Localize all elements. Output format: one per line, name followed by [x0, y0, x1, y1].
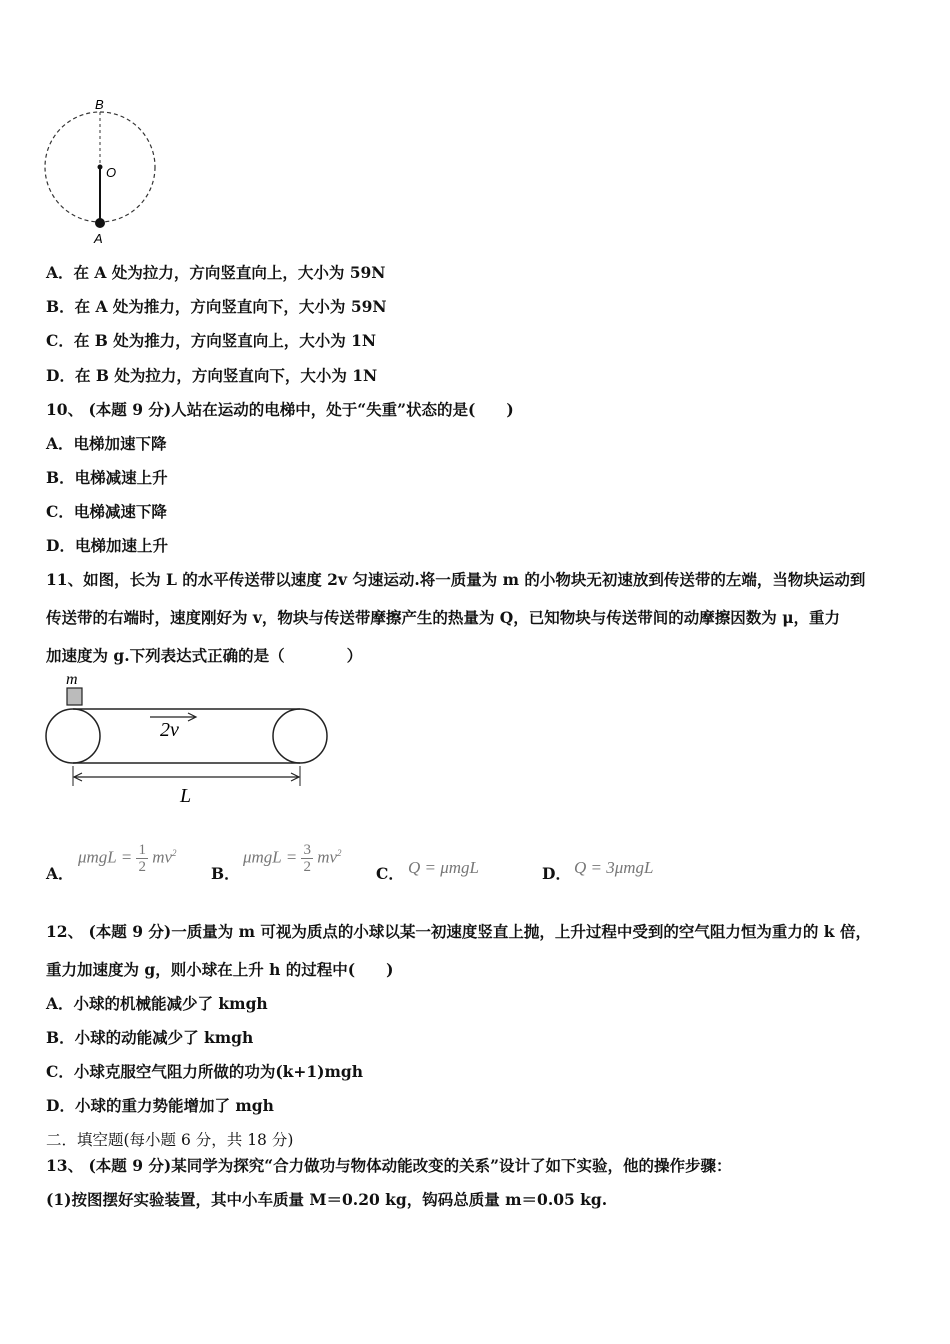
- ball-a: [95, 218, 105, 228]
- label-a: A: [94, 231, 103, 246]
- q9-option-d: D．在 B 处为拉力，方向竖直向下，大小为 1N: [46, 366, 378, 385]
- q11-stem-line-3: 加速度为 g.下列表达式正确的是（ ）: [46, 646, 363, 665]
- q9-option-b: B．在 A 处为推力，方向竖直向下，大小为 59N: [46, 297, 387, 316]
- q11-option-b-label: B．: [211, 864, 240, 883]
- q12-stem-line-1: 12、 (本题 9 分)一质量为 m 可视为质点的小球以某一初速度竖直上抛，上升过程中受到的空气阻力恒为重力的 k 倍，: [46, 922, 871, 941]
- q11-stem-line-1: 11、如图，长为 L 的水平传送带以速度 2v 匀速运动.将一质量为 m 的小物块无初速放到传送带的左端，当物块运动到: [46, 570, 866, 589]
- q10-option-d: D．电梯加速上升: [46, 536, 168, 555]
- conveyor-belt-figure: [40, 668, 335, 808]
- q12-option-a: A．小球的机械能减少了 kmgh: [46, 994, 268, 1013]
- q12-option-c: C．小球克服空气阻力所做的功为(k+1)mgh: [46, 1062, 364, 1081]
- q11-option-c-formula: Q = μmgL: [408, 858, 480, 877]
- label-2v: 2v: [160, 719, 179, 741]
- q11-stem-line-2: 传送带的右端时，速度刚好为 v，物块与传送带摩擦产生的热量为 Q，已知物块与传送带间的动摩擦因数为 μ，重力: [46, 608, 841, 627]
- q12-stem-line-2: 重力加速度为 g，则小球在上升 h 的过程中( ): [46, 960, 394, 979]
- circle-motion-figure: [38, 95, 164, 247]
- q10-stem: 10、 (本题 9 分)人站在运动的电梯中，处于“失重”状态的是( ): [46, 400, 514, 419]
- q11-option-d-formula: Q = 3μmgL: [574, 858, 654, 877]
- q11-option-a-label: A．: [46, 864, 74, 883]
- q12-option-d: D．小球的重力势能增加了 mgh: [46, 1096, 274, 1115]
- q12-option-b: B．小球的动能减少了 kmgh: [46, 1028, 254, 1047]
- q13-step-1: (1)按图摆好实验装置，其中小车质量 M＝0.20 kg，钩码总质量 m＝0.05 kg.: [46, 1190, 608, 1209]
- label-b: B: [95, 97, 104, 112]
- q11-option-b-formula: μmgL = $\frac{3}{2}$ $mv^2$: [243, 842, 342, 875]
- right-pulley: [273, 709, 327, 763]
- label-l: L: [180, 785, 192, 807]
- q9-option-c: C．在 B 处为推力，方向竖直向上，大小为 1N: [46, 331, 377, 350]
- label-o: O: [106, 165, 117, 180]
- q11-option-d-label: D．: [542, 864, 571, 883]
- section-2-heading: 二．填空题(每小题 6 分，共 18 分): [46, 1131, 294, 1149]
- q10-option-c: C．电梯减速下降: [46, 502, 167, 521]
- q9-option-a: A．在 A 处为拉力，方向竖直向上，大小为 59N: [46, 263, 386, 282]
- q13-stem: 13、 (本题 9 分)某同学为探究“合力做功与物体动能改变的关系”设计了如下实验，他的操作步骤：: [46, 1156, 732, 1175]
- q11-option-a-formula: μmgL = $\frac{1}{2}$ $mv^2$: [78, 842, 177, 875]
- left-pulley: [46, 709, 100, 763]
- block-m: [67, 688, 82, 705]
- q10-option-b: B．电梯减速上升: [46, 468, 168, 487]
- q10-option-a: A．电梯加速下降: [46, 434, 167, 453]
- q11-option-c-label: C．: [376, 864, 404, 883]
- label-m: m: [66, 671, 78, 688]
